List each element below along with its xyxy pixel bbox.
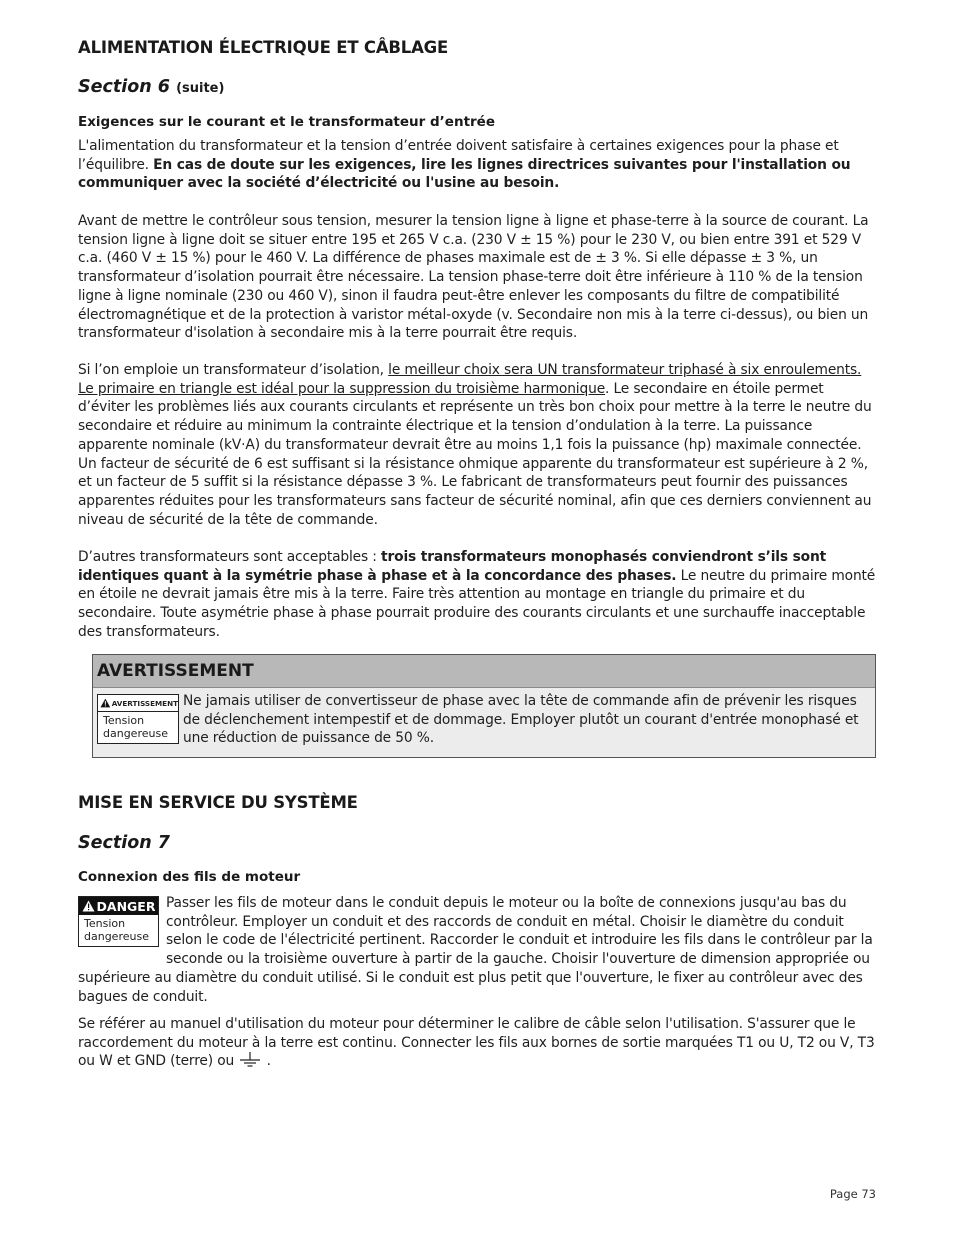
motor-leads-float-spacer [78, 894, 166, 968]
warning-label-head [98, 695, 178, 712]
warning-box [92, 654, 876, 758]
subheading-current-requirements: Exigences sur le courant et le transformateur d’entrée [78, 114, 495, 130]
intro-bold: En cas de doute sur les exigences, lire les lignes directrices suivantes pour l'installation ou communiquer avec la société d’électricité ou l'usine au besoin. [78, 156, 851, 192]
paragraph-other-transformers [78, 548, 878, 642]
warning-label [97, 694, 179, 744]
subheading-motor-leads: Connexion des fils de moteur [78, 869, 301, 885]
heading-power-wiring: ALIMENTATION ÉLECTRIQUE ET CÂBLAGE [78, 38, 449, 57]
warning-text: Ne jamais utiliser de convertisseur de phase avec la tête de commande afin de prévenir les risques de déclenchement intempestif et de dommage. Employer plutôt un courant d'entrée monophasé et une réduction de puissance de 50 %. [183, 693, 859, 747]
section-6-label: Section 6 [78, 77, 170, 97]
grounding-text: Se référer au manuel d'utilisation du moteur pour déterminer le calibre de câble selon l'utilisation. S'assurer que le raccordement du moteur à la terre est continu. Connecter les fils aux bornes de sortie marquées T1 ou U, T2 ou V, T3 ou W et GND (terre) ou [78, 1016, 875, 1070]
danger-label-title: DANGER [96, 898, 156, 914]
warning-title: AVERTISSEMENT [93, 655, 875, 688]
warning-triangle-icon [100, 698, 111, 708]
motor-leads-text: Passer les fils de moteur dans le conduit depuis le moteur ou la boîte de connexions jusqu'au bas du contrôleur. Employer un conduit et des raccords de conduit en métal. Choisir le diamètre du conduit selon le code de l'électricité pertinent. Raccorder le conduit et introduire les fils dans le contrôleur par la seconde ou la troisième ouverture à partir de la gauche. Choisir l'ouverture de dimension appropriée ou supérieure au diamètre du conduit utilisé. Si le conduit est plus petit que l'ouverture, le fixer au contrôleur avec des bagues de conduit. [78, 895, 873, 1005]
isolation-text-b: . Le secondaire en étoile permet d’éviter les problèmes liés aux courants circulants et représente un très bon choix pour mettre à la terre le neutre du secondaire et réduire au minimum la contrainte électrique et la tension d’ondulation à la terre. La puissance apparente nominale (kV·A) du transformateur devrait être au moins 1,1 fois la puissance (hp) maximale connectée. Un facteur de sécurité de 6 est suffisant si la résistance ohmique apparente du transformateur est supérieure à 2 %, et un facteur de 5 suffit si la résistance dépasse 3 %. Le fabricant de transformateurs peut fournir des puissances apparentes réduites pour les transformateurs sans facteur de sécurité nominal, afin que ces derniers conviennent au niveau de sécurité de la tête de commande. [78, 380, 872, 528]
paragraph-voltage: Avant de mettre le contrôleur sous tension, mesurer la tension ligne à ligne et phase-terre à la source de courant. La tension ligne à ligne doit se situer entre 195 et 265 V c.a. (230 V ± 15 %) pour le 230 V, ou bien entre 391 et 529 V c.a. (460 V ± 15 %) pour le 460 V. La différence de phases maximale est de ± 3 %. Si elle dépasse ± 3 %, un transformateur d’isolation pourrait être nécessaire. La tension phase-terre doit être inférieure à 110 % de la tension ligne à ligne nominale (230 ou 460 V), sinon il faudra peut-être enlever les composants du filtre de compatibilité électromagnétique et de la protection à varistor métal-oxyde (v. Secondaire non mis à la terre ci-dessus), ou bien un transformateur d'isolation à secondaire mis à la terre pourrait être requis. [78, 213, 869, 342]
intro-text: L'alimentation du transformateur et la tension d’entrée doivent satisfaire à certaines exigences pour la phase et l’équilibre. [78, 138, 839, 173]
isolation-text-a: Si l’on emploie un transformateur d’isolation, [78, 362, 389, 378]
other-text-a: D’autres transformateurs sont acceptables : [78, 549, 382, 565]
grounding-period: . [266, 1053, 271, 1070]
section-6-suffix: (suite) [176, 81, 225, 96]
section-7-title: Section 7 [78, 833, 170, 853]
section-6-title [78, 77, 224, 97]
warning-label-body: Tension dangereuse [103, 714, 168, 740]
danger-label-body: Tension dangereuse [84, 917, 149, 943]
paragraph-isolation [78, 361, 878, 529]
page-number: Page 73 [829, 1187, 876, 1201]
ground-symbol-icon [238, 1052, 262, 1068]
paragraph-intro [78, 137, 878, 193]
other-bold: trois transformateurs monophasés conviendront s’ils sont identiques quant à la symétrie phase à phase et à la concordance des phases. [78, 549, 827, 584]
paragraph-motor-grounding [78, 1015, 878, 1071]
heading-system-startup: MISE EN SERVICE DU SYSTÈME [78, 793, 358, 812]
warning-label-title: AVERTISSEMENT [111, 698, 178, 708]
isolation-underlined: le meilleur choix sera UN transformateur triphasé à six enroulements. Le primaire en triangle est idéal pour la suppression du troisième harmonique [78, 362, 862, 397]
other-text-c: Le neutre du primaire monté en étoile ne devrait jamais être mis à la terre. Faire très attention au montage en triangle du primaire et du secondaire. Toute asymétrie phase à phase pourrait produire des courants circulants et une surchauffe inacceptable des transformateurs. [78, 567, 876, 640]
paragraph-motor-leads [78, 894, 878, 1006]
